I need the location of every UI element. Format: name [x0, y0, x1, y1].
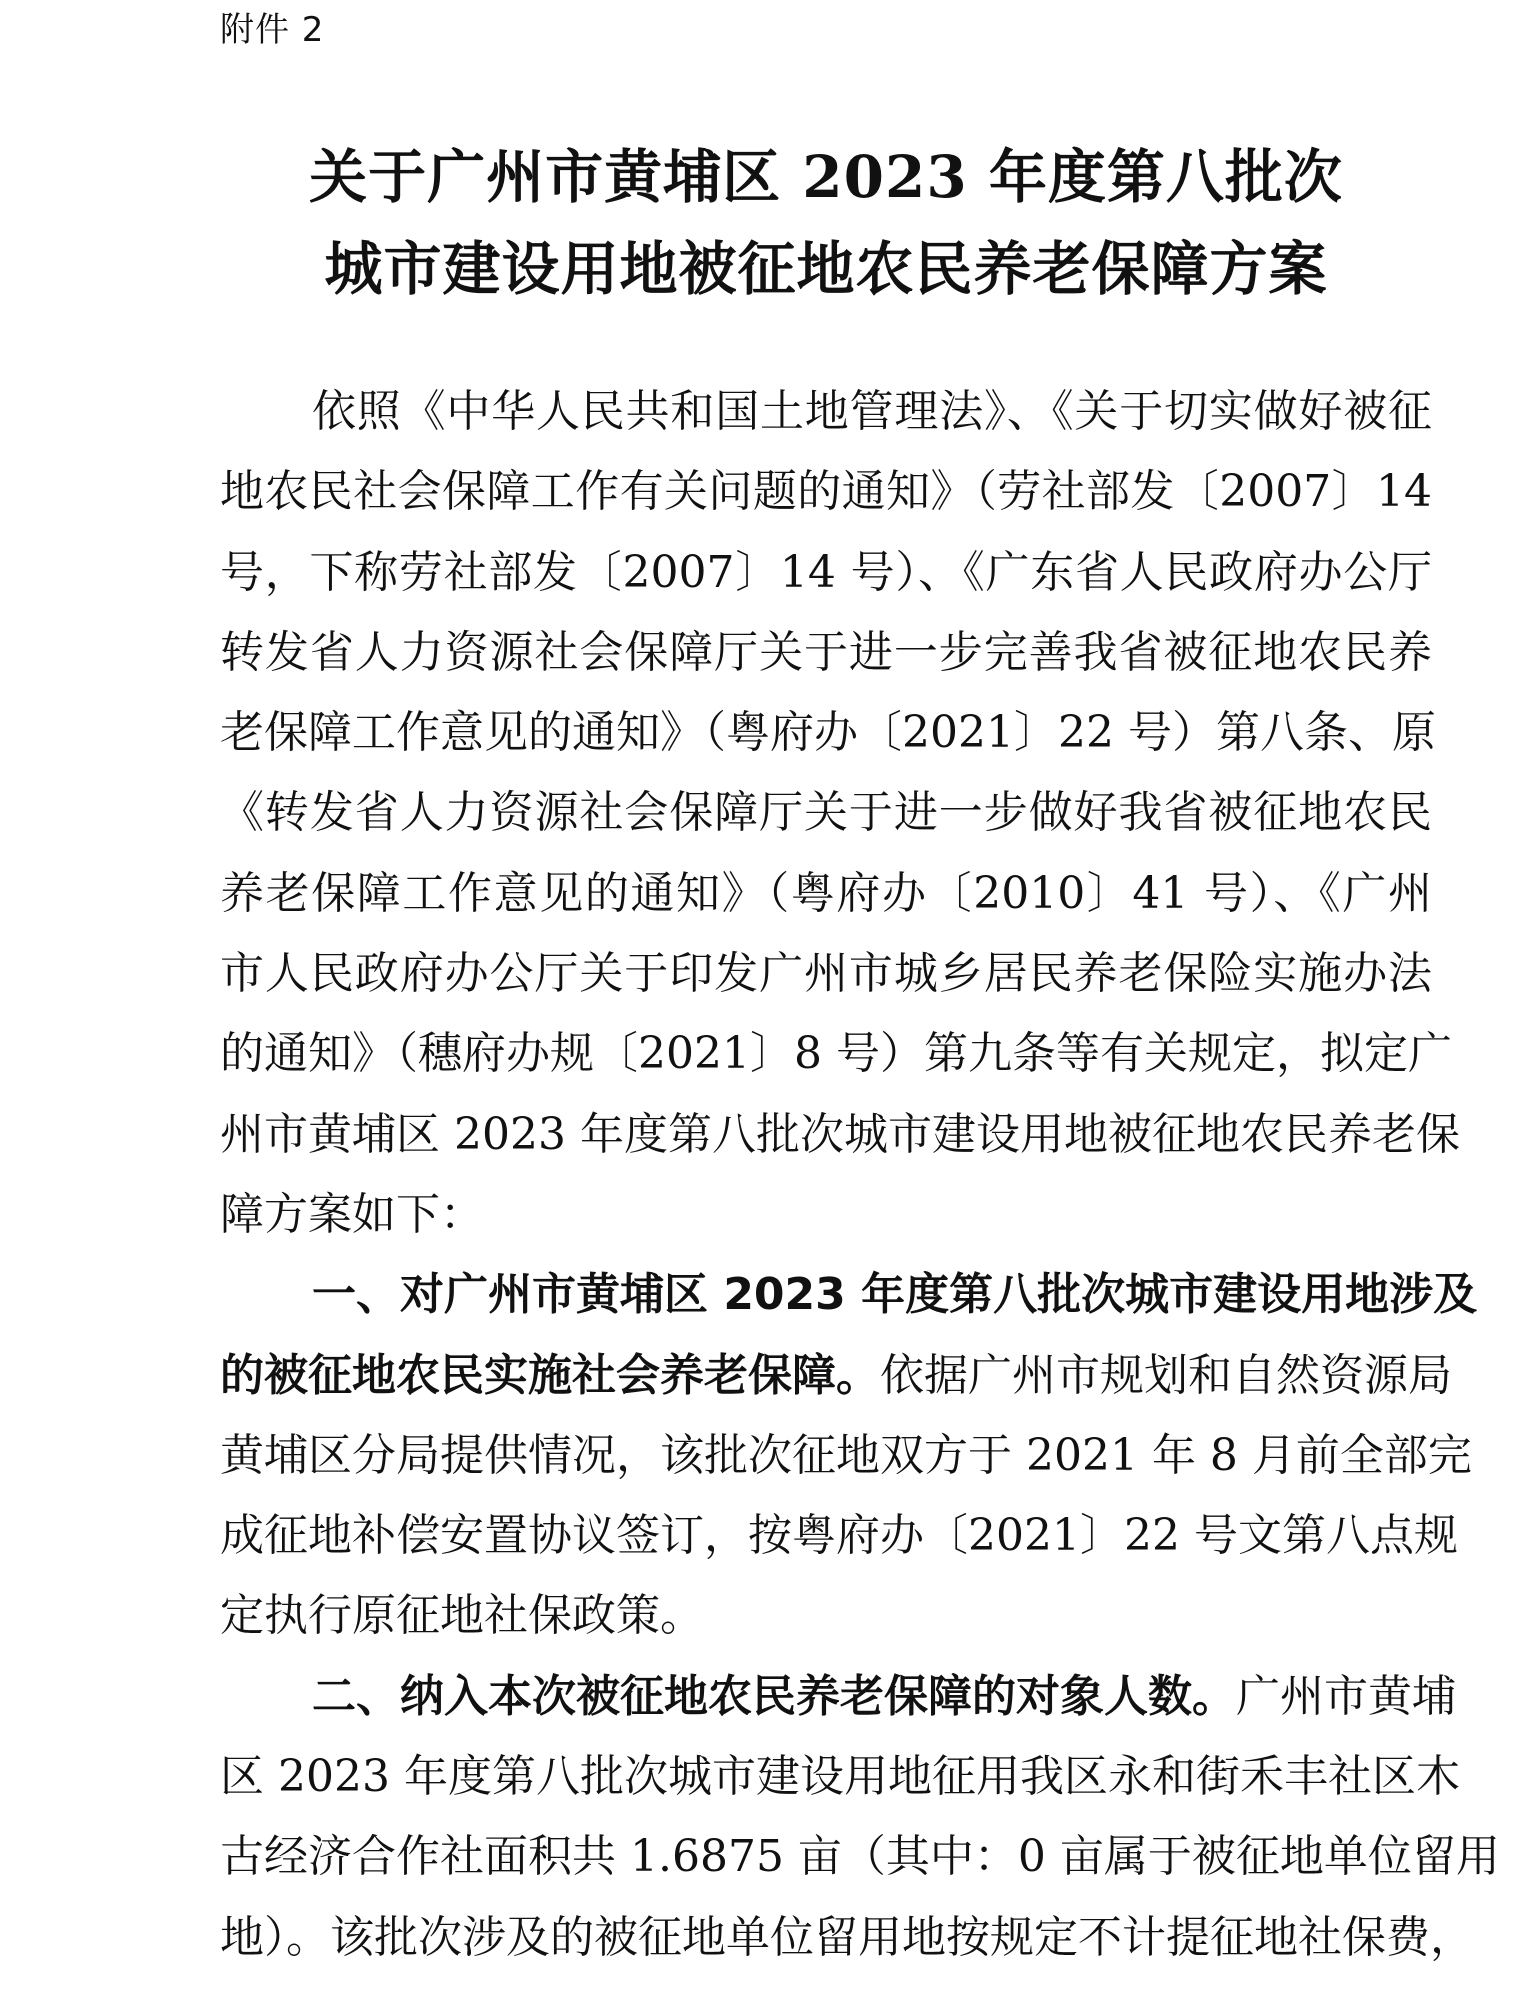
- paragraph-line: 古经济合作社面积共 1.6875 亩（其中：0 亩属于被征地单位留用: [220, 1831, 1500, 1883]
- paragraph-line: 州市黄埔区 2023 年度第八批次城市建设用地被征地农民养老保: [220, 1108, 1460, 1160]
- paragraph-line: 《转发省人力资源社会保障厅关于进一步做好我省被征地农民: [220, 787, 1432, 839]
- paragraph-line: 障方案如下：: [220, 1188, 484, 1240]
- document-title-line-1: 关于广州市黄埔区 2023 年度第八批次: [309, 143, 1343, 211]
- attachment-label: 附件 2: [220, 10, 325, 50]
- intro-paragraph: [220, 372, 1460, 1255]
- document-body: [220, 372, 1500, 1978]
- section-2-heading: 二、纳入本次被征地农民养老保障的对象人数。: [312, 1670, 1236, 1722]
- paragraph-line: 依照《中华人民共和国土地管理法》、《关于切实做好被征: [312, 386, 1432, 437]
- document-title-line-2: 城市建设用地被征地农民养老保障方案: [324, 235, 1328, 303]
- section-2-paragraph: [220, 1657, 1500, 1978]
- paragraph-line: 老保障工作意见的通知》（粤府办〔2021〕22 号）第八条、原: [220, 707, 1436, 759]
- section-1-heading: 一、对广州市黄埔区 2023 年度第八批次城市建设用地涉及: [312, 1269, 1478, 1321]
- paragraph-line: 转发省人力资源社会保障厅关于进一步完善我省被征地农民养: [220, 626, 1432, 678]
- paragraph-line: 号，下称劳社部发〔2007〕14 号）、《广东省人民政府办公厅: [220, 546, 1432, 598]
- paragraph-line: 地农民社会保障工作有关问题的通知》（劳社部发〔2007〕14: [220, 466, 1432, 518]
- paragraph-line: [220, 1336, 1452, 1416]
- paragraph-line: 地）。该批次涉及的被征地单位留用地按规定不计提征地社保费，: [220, 1911, 1474, 1963]
- paragraph-line: 成征地补偿安置协议签订，按粤府办〔2021〕22 号文第八点规: [220, 1510, 1458, 1562]
- paragraph-line: 黄埔区分局提供情况，该批次征地双方于 2021 年 8 月前全部完: [220, 1429, 1472, 1481]
- paragraph-line: 定执行原征地社保政策。: [220, 1590, 704, 1642]
- section-2-text: 广州市黄埔: [1236, 1670, 1456, 1722]
- section-1-heading-continued: 的被征地农民实施社会养老保障。: [220, 1349, 880, 1401]
- paragraph-line: 区 2023 年度第八批次城市建设用地征用我区永和街禾丰社区木: [220, 1751, 1460, 1803]
- paragraph-line: 的通知》（穗府办规〔2021〕8 号）第九条等有关规定，拟定广: [220, 1028, 1452, 1080]
- paragraph-line: 养老保障工作意见的通知》（粤府办〔2010〕41 号）、《广州: [220, 867, 1432, 919]
- section-1-paragraph: [220, 1255, 1478, 1656]
- section-1-text: 依据广州市规划和自然资源局: [880, 1349, 1452, 1401]
- paragraph-line: 市人民政府办公厅关于印发广州市城乡居民养老保险实施办法: [220, 948, 1432, 1000]
- paragraph-line: [220, 1657, 1456, 1737]
